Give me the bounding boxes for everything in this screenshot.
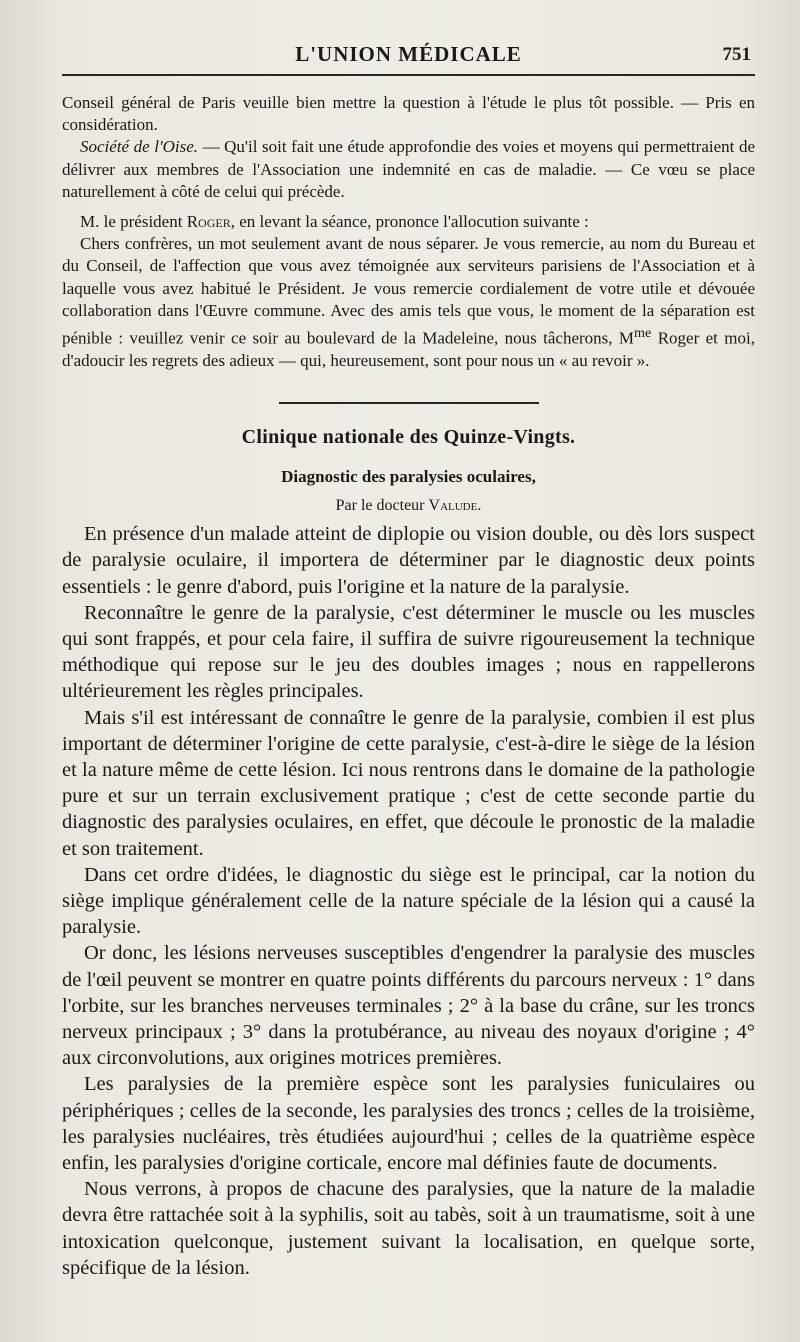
speech-text-a: Chers confrères, un mot seulement avant de nous séparer. Je vous remercie, au nom du Bureau et du Conseil, de l'affection que vous avez témoignée aux serviteurs parisiens de l'Association et à laquelle vous avez habitué le Président. Je vous remercie cordialement de votre utile et dévouée collaboration dans l'Œuvre commune. Avec des amis tels que vous, le moment de la séparation est pénible : veuillez venir ce soir au boulevard de la Madeleine, nous tâcherons, M [62, 234, 755, 348]
minutes-section [62, 92, 755, 372]
minutes-paragraph-paris: Conseil général de Paris veuille bien mettre la question à l'étude le plus tôt possible. — Pris en considération. [62, 93, 755, 135]
president-name: Roger [186, 212, 231, 232]
speech-superscript: me [634, 325, 652, 342]
body-paragraph-5: Or donc, les lésions nerveuses susceptibles d'engendrer la paralysie des muscles de l'œil peuvent se montrer en quatre points différents du parcours nerveux : 1° dans l'orbite, sur les branches nerveuses terminales ; 2° à la base du crâne, sur les troncs nerveux principaux ; 3° dans la protubérance, au niveau des noyaux d'origine ; 4° aux circonvolutions, aux origines motrices premières. [62, 942, 755, 1070]
body-paragraph-1: En présence d'un malade atteint de diplopie ou vision double, ou dès lors suspect de paralysie oculaire, il importera de déterminer par le diagnostic deux points essentiels : le genre d'abord, puis l'origine et la nature de la paralysie. [62, 523, 755, 598]
page-number: 751 [722, 44, 751, 65]
oise-society-label: Société de l'Oise. [80, 137, 199, 157]
article-author [62, 497, 755, 515]
author-name: Valude [428, 497, 478, 515]
running-title: L'UNION MÉDICALE [295, 42, 522, 66]
president-intro [62, 211, 755, 233]
body-paragraph-6: Les paralysies de la première espèce sont les paralysies funiculaires ou périphériques ; celles de la seconde, les paralysies des troncs ; celles de la troisième, les paralysies nucléaires, très étudiées aujourd'hui ; celles de la quatrième espèce enfin, les paralysies d'origine corticale, encore mal définies faute de documents. [62, 1073, 755, 1174]
author-suffix: . [477, 497, 482, 515]
article-title: Diagnostic des paralysies oculaires, [281, 467, 536, 487]
body-paragraph-7: Nous verrons, à propos de chacune des paralysies, que la nature de la maladie devra être rattachée soit à la syphilis, soit au tabès, soit à un traumatisme, soit à une intoxication quelconque, justement suivant la localisation, en quelque sorte, spécifique de la lésion. [62, 1178, 755, 1279]
minutes-paragraph-oise [62, 136, 755, 203]
page-header [62, 0, 755, 78]
body-paragraph-4: Dans cet ordre d'idées, le diagnostic du siège est le principal, car la notion du siège implique généralement celle de la nature spéciale de la lésion qui a causé la paralysie. [62, 863, 755, 939]
header-rule [62, 74, 755, 76]
section-title: Clinique nationale des Quinze-Vingts. [241, 426, 576, 449]
president-intro-text: M. le président [80, 212, 187, 232]
section-separator [279, 402, 539, 404]
speech-text-b: Roger et moi, d'adoucir les regrets des adieux — qui, heureusement, sont pour nous un « au revoir ». [62, 328, 755, 370]
body-paragraph-2: Reconnaître le genre de la paralysie, c'est déterminer le muscle ou les muscles qui sont frappés, et pour cela faire, il suffira de suivre rigoureusement la technique méthodique qui repose sur le jeu des doubles images ; nous en rappellerons ultérieurement les règles principales. [62, 601, 755, 703]
president-intro-rest: , en levant la séance, prononce l'allocution suivante : [230, 212, 589, 232]
article-body [62, 521, 755, 1281]
author-prefix: Par le docteur [335, 497, 429, 515]
body-paragraph-3: Mais s'il est intéressant de connaître le genre de la paralysie, combien il est plus important de déterminer l'origine de cette paralysie, c'est-à-dire le siège de la lésion et la nature même de cette lésion. Ici nous rentrons dans le domaine de la pathologie pure et sur un terrain exclusivement pratique ; c'est de cette seconde partie du diagnostic des paralysies oculaires, en effet, que découle le pronostic de la maladie et son traitement. [62, 706, 755, 860]
president-speech [62, 233, 755, 372]
oise-paragraph-text: — Qu'il soit fait une étude approfondie des voies et moyens qui permettraient de délivrer aux membres de l'Association une indemnité en cas de maladie. — Ce vœu se place naturellement à côté de celui qui précède. [62, 137, 755, 201]
